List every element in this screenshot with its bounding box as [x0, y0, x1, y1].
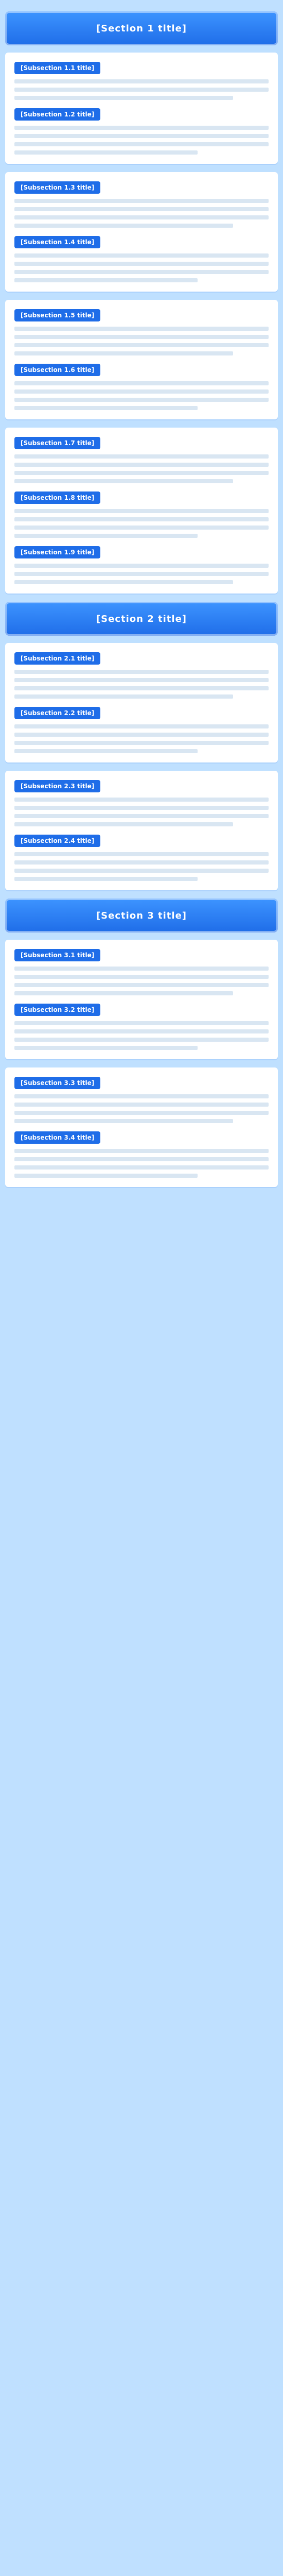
- text-placeholder-line: [14, 1038, 269, 1042]
- text-placeholder-line: [14, 678, 269, 682]
- text-placeholder-line: [14, 381, 269, 385]
- subsection-title: [Subsection 3.1 title]: [14, 949, 100, 961]
- section-banner: [5, 899, 278, 933]
- text-placeholder-line: [14, 814, 269, 818]
- content-card: [5, 643, 278, 762]
- text-placeholder-line: [14, 79, 269, 83]
- text-placeholder-line: [14, 975, 269, 979]
- text-placeholder-line: [14, 733, 269, 737]
- text-placeholder-line: [14, 398, 269, 402]
- text-placeholder-line: [14, 454, 269, 459]
- content-card: [5, 940, 278, 1059]
- text-placeholder-line: [14, 199, 269, 203]
- text-placeholder-line: [14, 1157, 269, 1161]
- subsection-title: [Subsection 1.5 title]: [14, 309, 100, 321]
- text-placeholder-line: [14, 142, 269, 146]
- paragraph-gap: [14, 542, 269, 546]
- text-placeholder-line: [14, 572, 269, 576]
- text-placeholder-line: [14, 860, 269, 865]
- text-placeholder-line: [14, 526, 269, 530]
- paragraph-gap: [14, 487, 269, 492]
- text-placeholder-line: [14, 134, 269, 138]
- content-card: [5, 172, 278, 292]
- text-placeholder-line: [14, 741, 269, 745]
- text-placeholder-line: [14, 877, 198, 881]
- subsection-title: [Subsection 3.2 title]: [14, 1004, 100, 1016]
- paragraph-gap: [14, 1127, 269, 1131]
- paragraph-gap: [14, 360, 269, 364]
- text-placeholder-line: [14, 991, 233, 995]
- text-placeholder-line: [14, 1165, 269, 1170]
- text-placeholder-line: [14, 471, 269, 475]
- paragraph-gap: [14, 104, 269, 108]
- subsection-title: [Subsection 1.8 title]: [14, 492, 100, 504]
- text-placeholder-line: [14, 150, 198, 155]
- text-placeholder-line: [14, 262, 269, 266]
- paragraph-gap: [14, 831, 269, 835]
- text-placeholder-line: [14, 335, 269, 339]
- text-placeholder-line: [14, 1111, 269, 1115]
- text-placeholder-line: [14, 270, 269, 274]
- section-banner: [5, 11, 278, 45]
- text-placeholder-line: [14, 343, 269, 347]
- text-placeholder-line: [14, 1174, 198, 1178]
- section-title: [Section 3 title]: [96, 910, 187, 921]
- subsection-title: [Subsection 1.4 title]: [14, 236, 100, 248]
- text-placeholder-line: [14, 463, 269, 467]
- section-banner: [5, 602, 278, 636]
- text-placeholder-line: [14, 253, 269, 258]
- subsection-title: [Subsection 1.7 title]: [14, 437, 100, 449]
- text-placeholder-line: [14, 1021, 269, 1025]
- text-placeholder-line: [14, 207, 269, 211]
- text-placeholder-line: [14, 806, 269, 810]
- text-placeholder-line: [14, 1103, 269, 1107]
- text-placeholder-line: [14, 1149, 269, 1153]
- text-placeholder-line: [14, 389, 269, 394]
- section-title: [Section 2 title]: [96, 613, 187, 624]
- text-placeholder-line: [14, 983, 269, 987]
- text-placeholder-line: [14, 509, 269, 513]
- subsection-title: [Subsection 2.4 title]: [14, 835, 100, 847]
- paragraph-gap: [14, 703, 269, 707]
- paragraph-gap: [14, 232, 269, 236]
- subsection-title: [Subsection 2.3 title]: [14, 780, 100, 792]
- subsection-title: [Subsection 3.3 title]: [14, 1077, 100, 1089]
- text-placeholder-line: [14, 479, 233, 483]
- text-placeholder-line: [14, 822, 233, 826]
- text-placeholder-line: [14, 96, 233, 100]
- text-placeholder-line: [14, 852, 269, 856]
- text-placeholder-line: [14, 1046, 198, 1050]
- text-placeholder-line: [14, 126, 269, 130]
- section-2: [5, 602, 278, 890]
- subsection-title: [Subsection 2.2 title]: [14, 707, 100, 719]
- text-placeholder-line: [14, 564, 269, 568]
- content-card: [5, 428, 278, 594]
- subsection-title: [Subsection 1.6 title]: [14, 364, 100, 376]
- text-placeholder-line: [14, 580, 233, 584]
- section-1: [5, 11, 278, 594]
- text-placeholder-line: [14, 749, 198, 753]
- text-placeholder-line: [14, 686, 269, 690]
- content-card: [5, 771, 278, 890]
- content-card: [5, 300, 278, 419]
- text-placeholder-line: [14, 224, 233, 228]
- text-placeholder-line: [14, 327, 269, 331]
- content-card: [5, 1067, 278, 1187]
- text-placeholder-line: [14, 1094, 269, 1098]
- text-placeholder-line: [14, 88, 269, 92]
- subsection-title: [Subsection 3.4 title]: [14, 1131, 100, 1144]
- subsection-title: [Subsection 1.3 title]: [14, 181, 100, 194]
- text-placeholder-line: [14, 724, 269, 728]
- text-placeholder-line: [14, 670, 269, 674]
- text-placeholder-line: [14, 278, 198, 282]
- content-card: [5, 53, 278, 164]
- text-placeholder-line: [14, 694, 233, 699]
- section-title: [Section 1 title]: [96, 23, 187, 34]
- text-placeholder-line: [14, 869, 269, 873]
- text-placeholder-line: [14, 215, 269, 219]
- text-placeholder-line: [14, 798, 269, 802]
- text-placeholder-line: [14, 1029, 269, 1033]
- text-placeholder-line: [14, 351, 233, 355]
- subsection-title: [Subsection 1.9 title]: [14, 546, 100, 558]
- subsection-title: [Subsection 1.2 title]: [14, 108, 100, 121]
- subsection-title: [Subsection 1.1 title]: [14, 62, 100, 74]
- text-placeholder-line: [14, 1119, 233, 1123]
- text-placeholder-line: [14, 406, 198, 410]
- text-placeholder-line: [14, 517, 269, 521]
- section-3: [5, 899, 278, 1187]
- paragraph-gap: [14, 999, 269, 1004]
- text-placeholder-line: [14, 534, 198, 538]
- subsection-title: [Subsection 2.1 title]: [14, 652, 100, 665]
- text-placeholder-line: [14, 967, 269, 971]
